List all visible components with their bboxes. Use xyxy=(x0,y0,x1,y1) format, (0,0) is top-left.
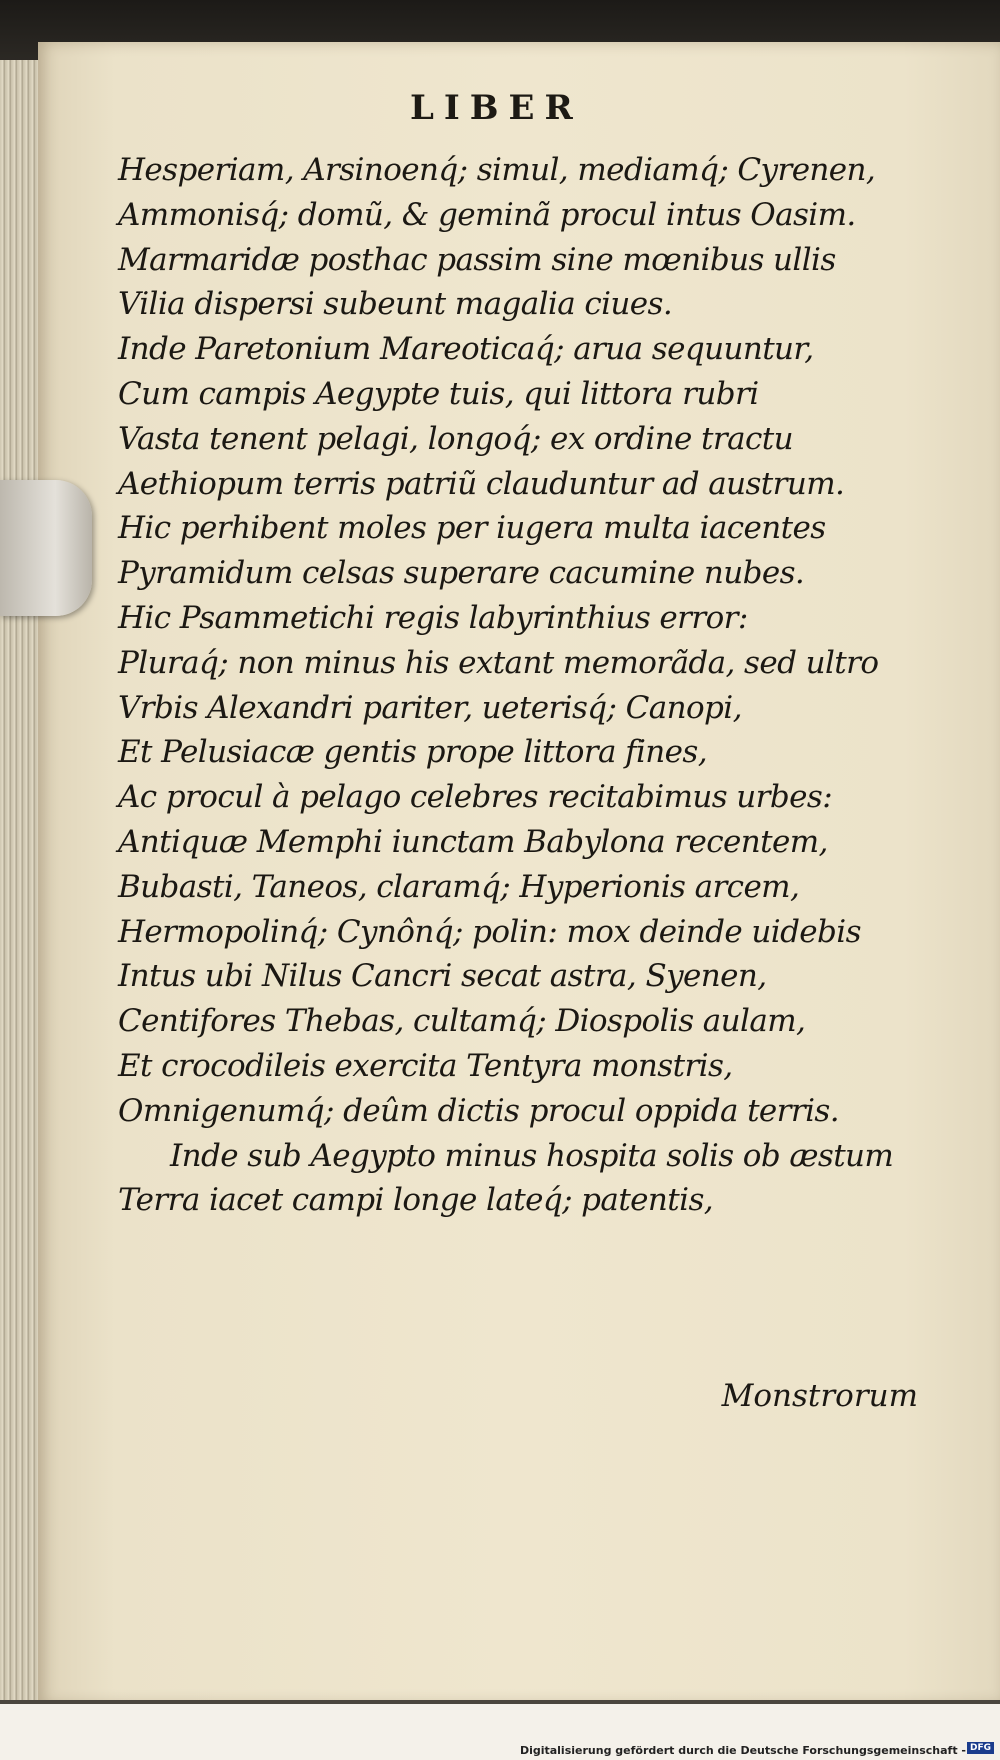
catchword: Monstrorum xyxy=(721,1378,918,1414)
verse-line: Pyramidum celsas superare cacumine nubes. xyxy=(118,555,805,592)
verse-line: Ac procul à pelago celebres recitabimus urbes: xyxy=(118,779,833,816)
verse-line: Hesperiam, Arsinoenq́; simul, mediamq́; Cyrenen, xyxy=(118,152,876,188)
verse-line: Hic Psammetichi regis labyrinthius error: xyxy=(118,599,748,636)
verse-line: Pluraq́; non minus his extant memorãda, sed ultro xyxy=(118,644,879,681)
verse-line: Et crocodileis exercita Tentyra monstris, xyxy=(118,1047,733,1084)
verse-line: Vasta tenent pelagi, longoq́; ex ordine tractu xyxy=(118,420,793,457)
verse-line: Ammonisq́; domũ, & geminã procul intus Oasim. xyxy=(118,196,856,233)
verse-line: Vilia dispersi subeunt magalia ciues. xyxy=(118,286,673,323)
verse-line: Et Pelusiacæ gentis prope littora fines, xyxy=(118,734,707,771)
verse-text xyxy=(118,148,938,1223)
verse-line: Inde Paretonium Mareoticaq́; arua sequuntur, xyxy=(118,331,814,368)
page-edge-stack xyxy=(0,60,42,1710)
digitization-credit: Digitalisierung gefördert durch die Deutsche Forschungsgemeinschaft - xyxy=(519,1744,966,1757)
verse-line: Centifores Thebas, cultamq́; Diospolis aulam, xyxy=(118,1003,806,1040)
verse-line: Omnigenumq́; deûm dictis procul oppida terris. xyxy=(118,1092,839,1129)
running-head: LIBER xyxy=(410,88,583,128)
verse-line: Antiquæ Memphi iunctam Babylona recentem, xyxy=(118,823,828,860)
verse-line: Inde sub Aegypto minus hospita solis ob æstum xyxy=(170,1137,894,1174)
verse-line: Bubasti, Taneos, claramq́; Hyperionis arcem, xyxy=(118,868,800,905)
verse-line: Marmaridæ posthac passim sine mœnibus ullis xyxy=(118,241,836,278)
verse-line: Intus ubi Nilus Cancri secat astra, Syenen, xyxy=(118,958,767,995)
verse-line: Aethiopum terris patriũ clauduntur ad austrum. xyxy=(118,465,845,502)
verse-line: Hermopolinq́; Cynônq́; polin: mox deinde uidebis xyxy=(118,913,861,950)
verse-line: Cum campis Aegypte tuis, qui littora rubri xyxy=(118,375,759,412)
verse-line: Terra iacet campi longe lateq́; patentis, xyxy=(118,1182,714,1219)
dfg-logo: DFG xyxy=(967,1742,994,1754)
verse-line: Vrbis Alexandri pariter, ueterisq́; Canopi, xyxy=(118,689,742,726)
verse-line: Hic perhibent moles per iugera multa iacentes xyxy=(118,510,826,547)
page-clip xyxy=(0,480,92,616)
